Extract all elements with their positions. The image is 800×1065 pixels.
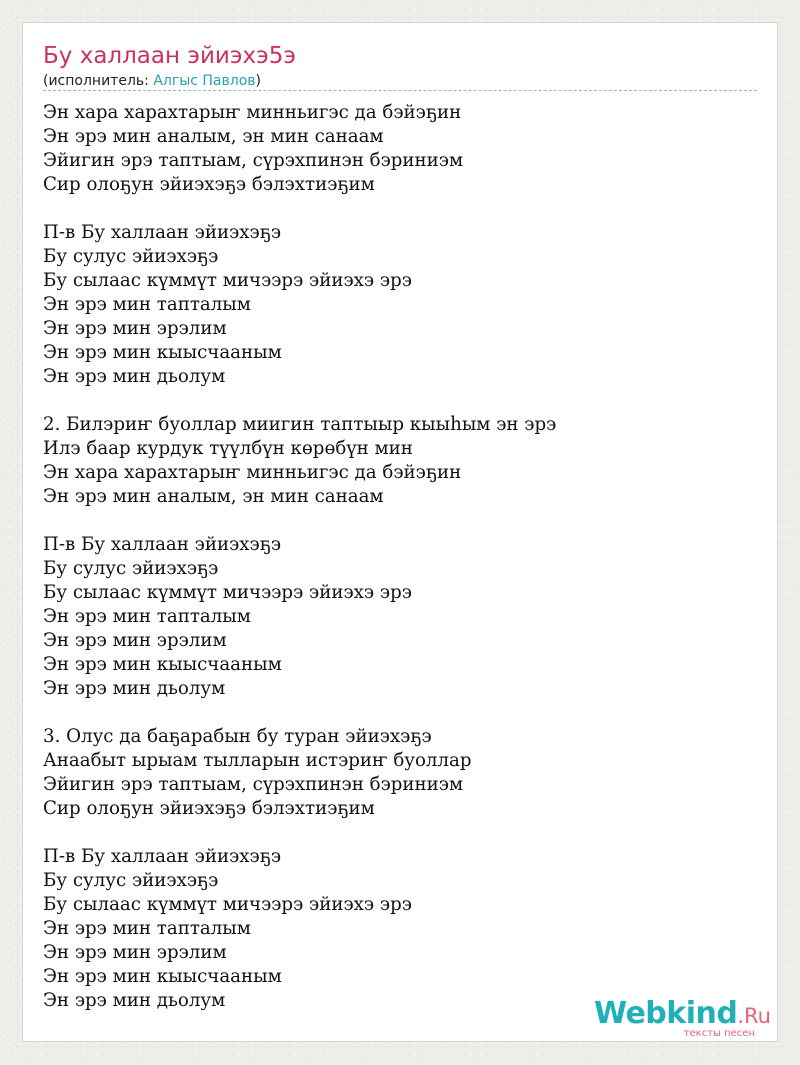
lyrics-line: Бу сылаас күммүт мичээрэ эйиэхэ эрэ (43, 582, 412, 603)
lyrics-line: Сир олоҕун эйиэхэҕэ бэлэхтиэҕим (43, 174, 375, 195)
song-title: Бу халлаан эйиэхэ5э (43, 43, 296, 69)
webkind-logo-brand: Webkind (593, 996, 738, 1031)
lyrics-line: Эн эрэ мин тапталым (43, 294, 251, 315)
lyrics-verse (43, 845, 556, 1013)
lyrics-line: Эн эрэ мин кыысчааным (43, 654, 282, 675)
lyrics-line: Эн эрэ мин эрэлим (43, 630, 227, 651)
lyrics-verse (43, 221, 556, 389)
lyrics-line: Эн хара харахтарыҥ минньигэс да бэйэҕин (43, 102, 462, 123)
lyrics-line: Эйигин эрэ таптыам, сүрэхпинэн бэриниэм (43, 150, 464, 171)
lyrics-line: Эн эрэ мин аналым, эн мин санаам (43, 126, 384, 147)
lyrics-line: Эн эрэ мин дьолум (43, 990, 226, 1011)
webkind-logo[interactable] (594, 998, 771, 1039)
lyrics-line: 2. Билэриҥ буоллар миигин таптыыр кыыһым эн эрэ (43, 414, 557, 435)
lyrics-verse (43, 101, 556, 197)
lyrics-line: Эн эрэ мин дьолум (43, 678, 226, 699)
lyrics-line: 3. Олус да баҕарабын бу туран эйиэхэҕэ (43, 726, 432, 747)
lyrics-line: Бу сулус эйиэхэҕэ (43, 870, 219, 891)
webkind-logo-tagline: тексты песен (683, 1028, 755, 1039)
lyrics-line: П-в Бу халлаан эйиэхэҕэ (43, 534, 282, 555)
lyrics-line: П-в Бу халлаан эйиэхэҕэ (43, 222, 282, 243)
title-divider (43, 90, 757, 91)
lyrics-line: Эн хара харахтарыҥ минньигэс да бэйэҕин (43, 462, 462, 483)
performer-line (43, 71, 261, 91)
lyrics-line: Сир олоҕун эйиэхэҕэ бэлэхтиэҕим (43, 798, 375, 819)
lyrics-line: Эн эрэ мин тапталым (43, 918, 251, 939)
lyrics-line: Эн эрэ мин кыысчааным (43, 342, 282, 363)
performer-prefix: (исполнитель: (43, 73, 154, 89)
lyrics-line: Эн эрэ мин дьолум (43, 366, 226, 387)
lyrics-line: Эн эрэ мин тапталым (43, 606, 251, 627)
lyrics-line: Эн эрэ мин эрэлим (43, 942, 227, 963)
lyrics-line: П-в Бу халлаан эйиэхэҕэ (43, 846, 282, 867)
lyrics-line: Эн эрэ мин кыысчааным (43, 966, 282, 987)
lyrics-card (22, 22, 778, 1042)
lyrics-verse (43, 533, 556, 701)
performer-link[interactable]: Алгыс Павлов (153, 73, 256, 89)
webkind-logo-wordmark (594, 998, 771, 1032)
lyrics-line: Эн эрэ мин аналым, эн мин санаам (43, 486, 384, 507)
lyrics-line: Бу сылаас күммүт мичээрэ эйиэхэ эрэ (43, 270, 412, 291)
lyrics-verse (43, 413, 556, 509)
lyrics-text (43, 101, 556, 1013)
webkind-logo-tld: .Ru (737, 1004, 771, 1028)
lyrics-verse (43, 725, 556, 821)
performer-suffix: ) (255, 73, 261, 89)
lyrics-line: Анаабыт ырыам тылларын истэриҥ буоллар (43, 750, 472, 771)
lyrics-line: Бу сулус эйиэхэҕэ (43, 246, 219, 267)
lyrics-line: Бу сылаас күммүт мичээрэ эйиэхэ эрэ (43, 894, 412, 915)
lyrics-line: Эйигин эрэ таптыам, сүрэхпинэн бэриниэм (43, 774, 464, 795)
lyrics-line: Бу сулус эйиэхэҕэ (43, 558, 219, 579)
lyrics-line: Эн эрэ мин эрэлим (43, 318, 227, 339)
lyrics-line: Илэ баар курдук түүлбүн көрөбүн мин (43, 438, 413, 459)
